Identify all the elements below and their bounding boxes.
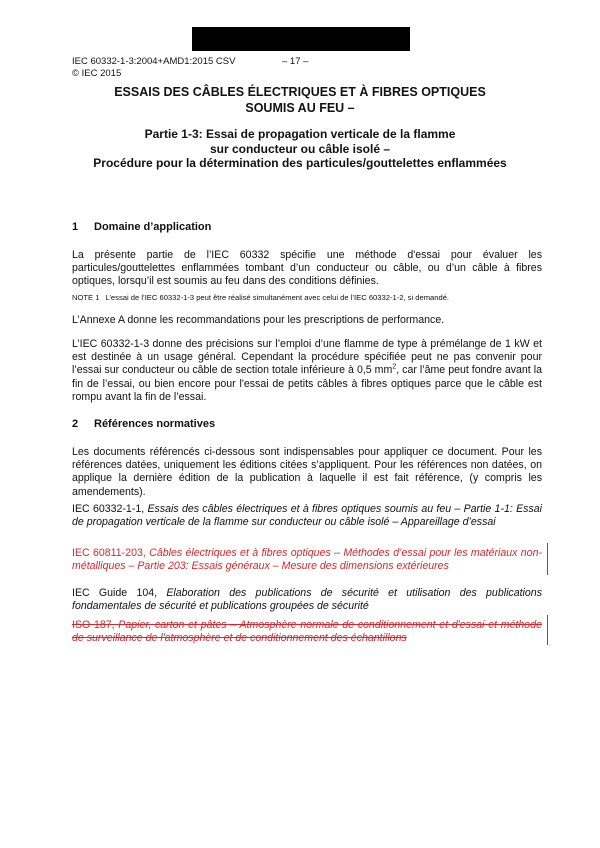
reference-item <box>72 503 542 529</box>
references-intro: Les documents référencés ci-dessous sont indispensables pour appliquer ce document. Pour les références datées, uniquement les éditions citées s’appliquent. Pour les références non datées, on applique la dernière édition de la publication à laquelle il est fait référence, (y compris les amendements). <box>72 446 542 498</box>
document-part-title: Partie 1-3: Essai de propagation verticale de la flamme sur conducteur ou câble isolé – Procédure pour la détermination des particules/gouttelettes enflammées <box>93 127 507 170</box>
note-text: L’essai de l’IEC 60332-1-3 peut être réalisé simultanément avec celui de l’IEC 60332-1-2, si demandé. <box>105 293 450 302</box>
reference-code: IEC 60332-1-1, <box>72 503 148 515</box>
section-title: Références normatives <box>94 418 216 430</box>
reference-title: Elaboration des publications de sécurité et utilisation des publications fondamentales de sécurité et publications groupées de sécurité <box>72 587 542 613</box>
reference-item-deleted <box>72 619 542 645</box>
change-bar <box>547 615 548 645</box>
scope-paragraph-1: La présente partie de l’IEC 60332 spécifie une méthode d'essai pour évaluer les particules/gouttelettes enflammées tombant d’un conducteur ou câble, ou d’un câble à fibres optiques, lorsqu’il est soumis au feu dans des conditions définies. <box>72 249 542 288</box>
reference-item-added <box>72 547 542 573</box>
page-number: – 17 – <box>282 56 309 67</box>
copyright: © IEC 2015 <box>72 68 122 79</box>
reference-title: Papier, carton et pâtes – Atmosphère normale de conditionnement et d'essai et méthode de surveillance de l'atmosphère et de conditionnement des échantillons <box>72 619 542 645</box>
section-1-heading <box>72 221 542 234</box>
reference-code: ISO 187, <box>72 619 119 631</box>
page-header <box>72 56 308 80</box>
note-label: NOTE 1 <box>72 293 100 302</box>
section-number: 2 <box>72 418 79 430</box>
reference-item <box>72 587 542 613</box>
document-code: IEC 60332-1-3:2004+AMD1:2015 CSV <box>72 56 236 67</box>
reference-code: IEC Guide 104, <box>72 587 167 599</box>
redaction-bar <box>192 27 410 51</box>
note-1 <box>72 292 542 303</box>
scope-paragraph-3: L’IEC 60332-1-3 donne des précisions sur l’emploi d’une flamme de type à prémélange de 1 kW et est destinée à un usage général. Cependant la procédure spécifiée peut ne pas convenir pour l’essai sur conducteur ou câble de section totale inférieure à 0,5 $mm^2$, car l’âme peut fondre avant la fin de l’essai, ou bien encore pour l'essai de petits câbles à fibres optiques parce que le câble est rompu avant la fin de l’essai. <box>72 338 542 403</box>
change-bar <box>547 543 548 575</box>
section-number: 1 <box>72 221 79 233</box>
reference-code: IEC 60811-203, <box>72 547 150 559</box>
reference-title: Câbles électriques et à fibres optiques – Méthodes d’essai pour les matériaux non-métalliques – Partie 203: Essais généraux – Mesure des dimensions extérieures <box>72 547 542 573</box>
reference-title: Essais des câbles électriques et à fibres optiques soumis au feu – Partie 1-1: Essai de propagation verticale de la flamme sur conducteur ou câble isolé – Appareillage d’essai <box>72 503 542 529</box>
section-2-heading <box>72 418 542 431</box>
section-title: Domaine d’application <box>94 221 212 233</box>
document-main-title: ESSAIS DES CÂBLES ÉLECTRIQUES ET À FIBRES OPTIQUES SOUMIS AU FEU – <box>114 85 486 115</box>
scope-paragraph-2: L’Annexe A donne les recommandations pour les prescriptions de performance. <box>72 314 445 326</box>
